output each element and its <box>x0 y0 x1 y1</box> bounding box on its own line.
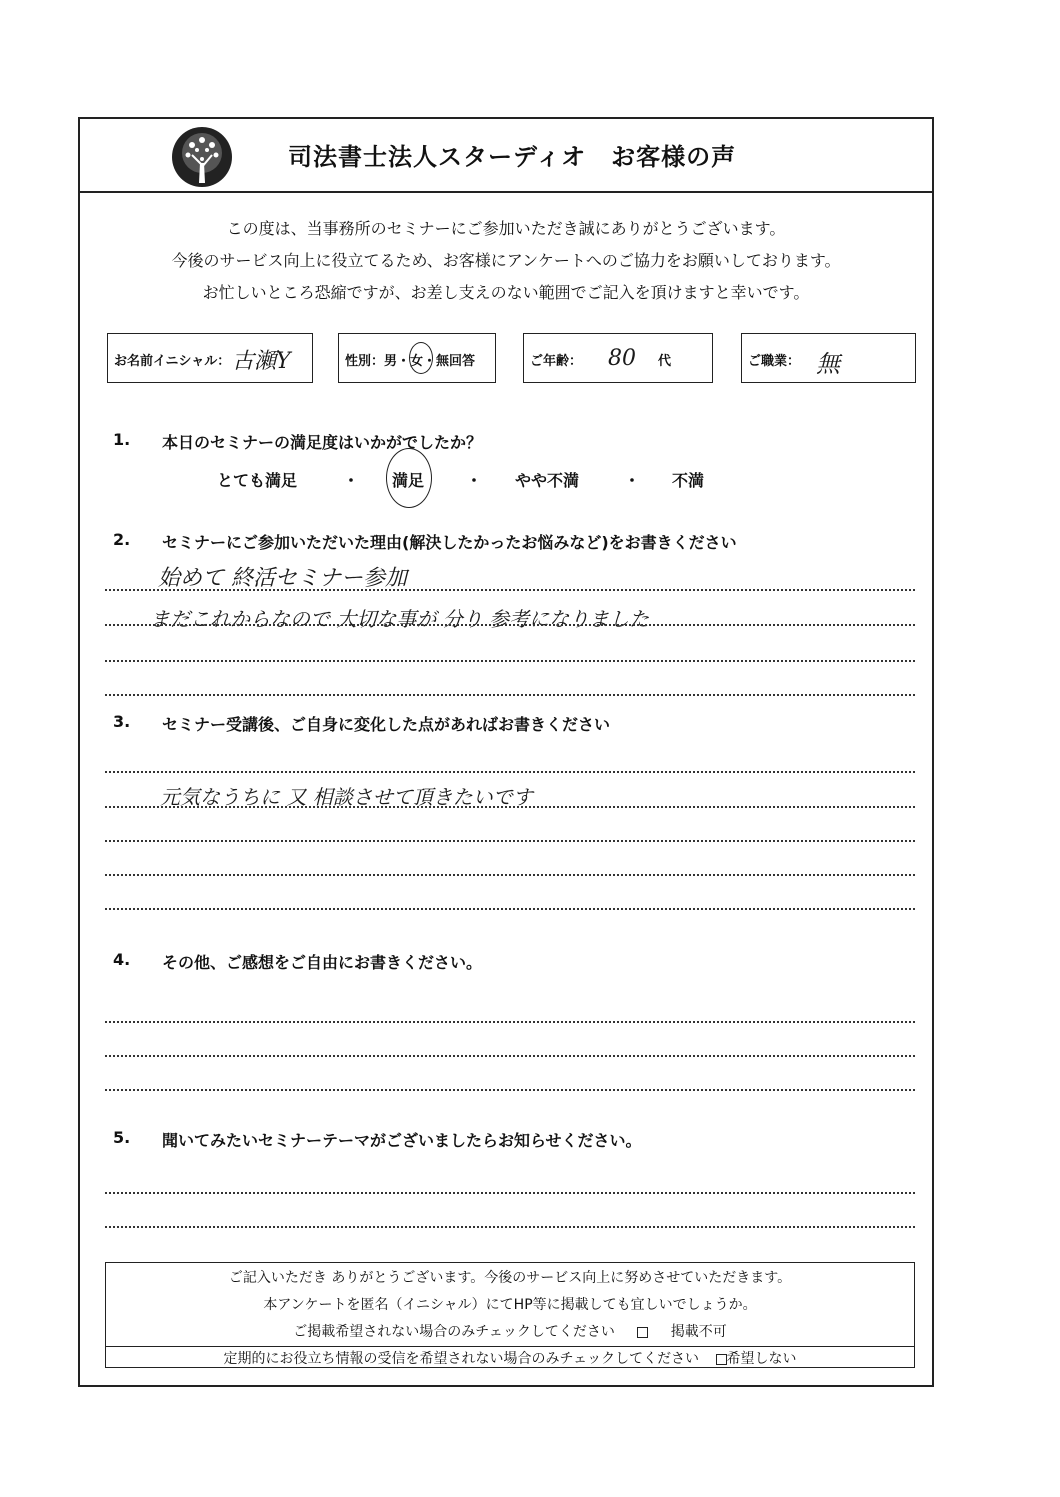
q3-answer-line <box>105 771 915 773</box>
q1-text: 本日のセミナーの満足度はいかがでしたか？ <box>162 433 483 452</box>
initial-field[interactable] <box>107 333 313 383</box>
q1-option-very-satisfied[interactable]: とても満足 <box>217 471 298 490</box>
q2-answer-line <box>105 660 915 662</box>
q3-answer-line <box>105 908 915 910</box>
job-field[interactable] <box>741 333 916 383</box>
q1-separator: ・ <box>466 471 483 490</box>
q2-number: 2. <box>113 530 131 549</box>
publish-optout-checkbox[interactable] <box>637 1327 648 1338</box>
newsletter-optout-label: 希望しない <box>726 1351 797 1367</box>
q3-answer-line <box>105 840 915 842</box>
q1-separator: ・ <box>343 471 360 490</box>
q1-separator: ・ <box>624 471 641 490</box>
q1-selection-circle <box>386 448 432 508</box>
intro-line-2: 今後のサービス向上に役立てるため、お客様にアンケートへのご協力をお願いしております。 <box>171 251 841 270</box>
q3-answer-line-1: 元気なうちに 又 相談させて頂きたいです <box>160 785 533 809</box>
gender-selection-circle <box>409 342 433 374</box>
q4-answer-line <box>105 1055 915 1057</box>
age-label: ご年齢： <box>530 354 583 369</box>
footer-publish-optout-text: ご掲載希望されない場合のみチェックしてください <box>293 1324 615 1340</box>
footer-publish-optout <box>105 1321 915 1341</box>
gender-label: 性別：男・女・無回答 <box>345 354 476 369</box>
q5-answer-line <box>105 1192 915 1194</box>
publish-optout-label: 掲載不可 <box>670 1324 727 1340</box>
q1-option-satisfied[interactable]: 満足 <box>392 471 425 490</box>
gender-field[interactable] <box>338 333 496 383</box>
footer-newsletter-optout <box>105 1348 915 1368</box>
footer-newsletter-optout-text: 定期的にお役立ち情報の受信を希望されない場合のみチェックしてください <box>223 1351 700 1367</box>
q5-number: 5. <box>113 1128 131 1147</box>
q1-option-dissatisfied[interactable]: 不満 <box>672 471 705 490</box>
job-value: 無 <box>816 350 840 378</box>
q3-answer-line <box>105 874 915 876</box>
initial-value: 古瀬Y <box>232 349 291 374</box>
q3-number: 3. <box>113 712 131 731</box>
q2-answer-line <box>105 589 915 591</box>
q2-answer-line-1: 始めて 終活セミナー参加 <box>158 566 407 591</box>
q1-option-somewhat-dissatisfied[interactable]: やや不満 <box>515 471 580 490</box>
intro-line-1: この度は、当事務所のセミナーにご参加いただき誠にありがとうございます。 <box>226 219 786 238</box>
form-header <box>78 117 934 193</box>
newsletter-optout-checkbox[interactable] <box>716 1354 727 1365</box>
q2-text: セミナーにご参加いただいた理由(解決したかったお悩みなど)をお書きください <box>162 533 737 552</box>
job-label: ご職業： <box>748 354 801 369</box>
q5-text: 聞いてみたいセミナーテーマがございましたらお知らせください。 <box>162 1131 642 1150</box>
age-field[interactable] <box>523 333 713 383</box>
age-suffix: 代 <box>658 354 672 369</box>
initial-label: お名前イニシャル： <box>114 354 231 369</box>
intro-line-3: お忙しいところ恐縮ですが、お差し支えのない範囲でご記入を頂けますと幸いです。 <box>202 283 810 302</box>
tree-logo-icon <box>170 125 234 189</box>
q4-answer-line <box>105 1089 915 1091</box>
q2-answer-line <box>105 624 915 626</box>
q4-number: 4. <box>113 950 131 969</box>
footer-thanks: ご記入いただき ありがとうございます。今後のサービス向上に努めさせていただきます。 <box>228 1270 792 1286</box>
footer-publish-question: 本アンケートを匿名（イニシャル）にてHP等に掲載しても宜しいでしょうか。 <box>263 1297 757 1313</box>
survey-frame <box>78 117 934 1387</box>
age-value: 80 <box>608 346 636 371</box>
q3-answer-line <box>105 806 915 808</box>
q1-number: 1. <box>113 430 131 449</box>
q5-answer-line <box>105 1226 915 1228</box>
page-title: 司法書士法人スターディオ お客様の声 <box>288 143 737 171</box>
q4-text: その他、ご感想をご自由にお書きください。 <box>162 953 483 972</box>
q2-answer-line <box>105 694 915 696</box>
q3-text: セミナー受講後、ご自身に変化した点があればお書きください <box>162 715 611 734</box>
q2-answer-line-2: まだこれからなので 大切な事が 分り 参考になりました <box>150 607 650 631</box>
q4-answer-line <box>105 1021 915 1023</box>
